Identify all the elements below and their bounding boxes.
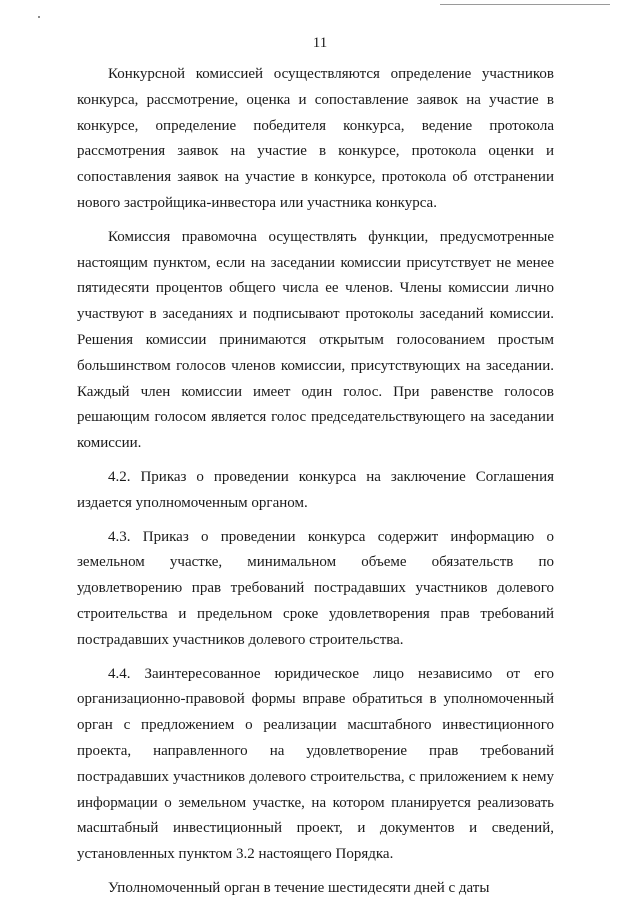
document-body bbox=[77, 62, 554, 910]
paragraph-authorized-body: Уполномоченный орган в течение шестидесяти дней с даты bbox=[108, 879, 490, 896]
paragraph-4-4: 4.4. Заинтересованное юридическое лицо независимо от его организационно-правовой формы вправе обратиться в уполномоченный орган с предложением о реализации масштабного инвестиционного проекта, направленного на удовлетворение прав требований пострадавших участников долевого строительства, с приложением к нему информации о земельном участке, на котором планируется реализовать масштабный инвестиционный проект, и документов и сведений, установленных пунктом 3.2 настоящего Порядка. bbox=[77, 665, 554, 863]
paragraph-commission-duties: Конкурсной комиссией осуществляются определение участников конкурса, рассмотрение, оценка и сопоставление заявок на участие в конкурсе, определение победителя конкурса, ведение протокола рассмотрения заявок на участие в конкурсе, протокола оценки и сопоставления заявок на участие в конкурсе, протокола об отстранении нового застройщика-инвестора или участника конкурса. bbox=[77, 66, 554, 211]
paragraph-4-3: 4.3. Приказ о проведении конкурса содержит информацию о земельном участке, минимальном объеме обязательств по удовлетворению прав требований пострадавших участников долевого строительства и предельном сроке удовлетворения прав требований пострадавших участников долевого строительства. bbox=[77, 528, 554, 648]
paragraph-commission-quorum: Комиссия правомочна осуществлять функции, предусмотренные настоящим пунктом, если на заседании комиссии присутствует не менее пятидесяти процентов общего числа ее членов. Члены комиссии лично участвуют в заседаниях и подписывают протоколы заседаний комиссии. Решения комиссии принимаются открытым голосованием простым большинством голосов членов комиссии, присутствующих на заседании. Каждый член комиссии имеет один голос. При равенстве голосов решающим голосом является голос председательствующего на заседании комиссии. bbox=[77, 228, 554, 452]
scan-edge-line bbox=[440, 4, 610, 5]
scan-speck bbox=[38, 16, 40, 18]
page-number: 11 bbox=[312, 35, 328, 51]
paragraph-4-2: 4.2. Приказ о проведении конкурса на заключение Соглашения издается уполномоченным органом. bbox=[77, 468, 554, 511]
